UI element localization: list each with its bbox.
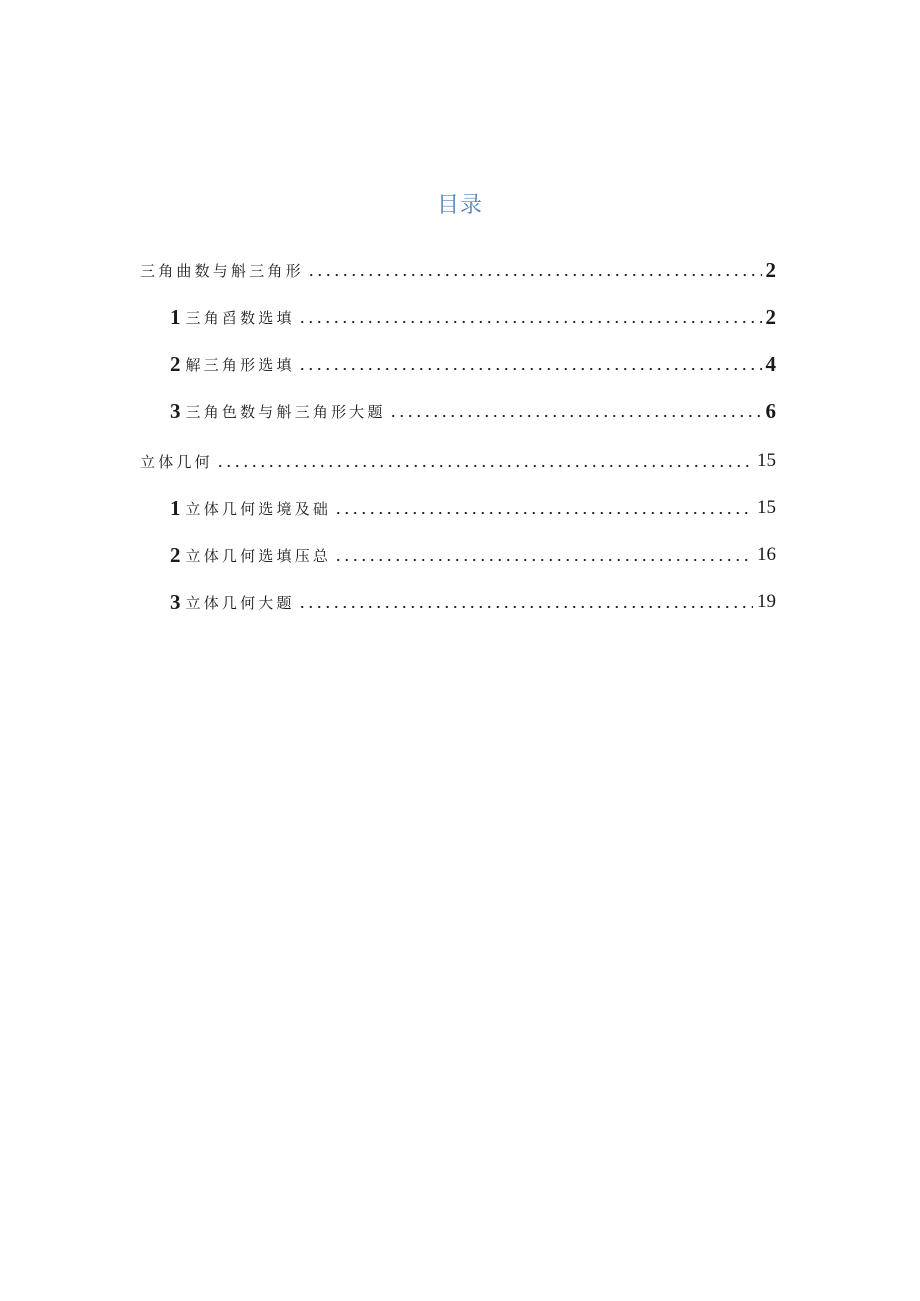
toc-entry-trig-big-questions[interactable] (140, 381, 776, 428)
toc-entry-solid-geometry-big-questions[interactable] (140, 572, 776, 619)
toc-entry-number: 1 (170, 496, 181, 520)
toc-dot-leader (334, 510, 753, 516)
toc-entry-page-number: 2 (765, 305, 776, 329)
toc-entry-triangle-choice[interactable] (140, 334, 776, 381)
toc-entry-number: 2 (170, 352, 181, 376)
toc-entry-page-number: 19 (757, 591, 776, 612)
toc-entry-page-number: 15 (757, 497, 776, 518)
toc-dot-leader (298, 604, 753, 610)
toc-title: 目录 (436, 193, 483, 218)
toc-entry-label: 解三角形选填 (185, 356, 295, 374)
toc-entry-page-number: 16 (757, 544, 776, 565)
toc-entry-number: 3 (170, 590, 181, 614)
toc-entry-label: 三角色数与斛三角形大题 (185, 403, 386, 421)
toc-dot-leader (216, 463, 753, 469)
toc-entry-label: 立体几何选境及础 (185, 500, 332, 518)
toc-entry-number: 2 (170, 543, 181, 567)
toc-entry-page-number: 6 (765, 399, 776, 423)
toc-dot-leader (307, 272, 762, 278)
toc-entry-page-number: 4 (765, 352, 776, 376)
toc-entry-solid-geometry-basics[interactable] (140, 478, 776, 525)
toc-entry-label: 三角舀数选填 (185, 309, 295, 327)
toc-dot-leader (389, 413, 762, 419)
toc-entry-solid-geometry[interactable] (140, 431, 776, 478)
toc-entry-page-number: 15 (757, 450, 776, 471)
toc-entry-page-number: 2 (765, 258, 776, 282)
toc-entry-label: 立体几何选填压总 (185, 547, 332, 565)
toc-entry-trigonometry[interactable] (140, 240, 776, 287)
toc-entry-label: 立体几何 (140, 453, 213, 471)
toc-dot-leader (298, 366, 762, 372)
toc-dot-leader (334, 557, 753, 563)
table-of-contents (140, 240, 776, 619)
toc-dot-leader (298, 319, 762, 325)
toc-entry-trig-functions-choice[interactable] (140, 287, 776, 334)
toc-entry-solid-geometry-hard[interactable] (140, 525, 776, 572)
toc-entry-number: 1 (170, 305, 181, 329)
toc-entry-label: 立体几何大题 (185, 594, 295, 612)
toc-entry-number: 3 (170, 399, 181, 423)
toc-entry-label: 三角曲数与斛三角形 (140, 262, 304, 280)
